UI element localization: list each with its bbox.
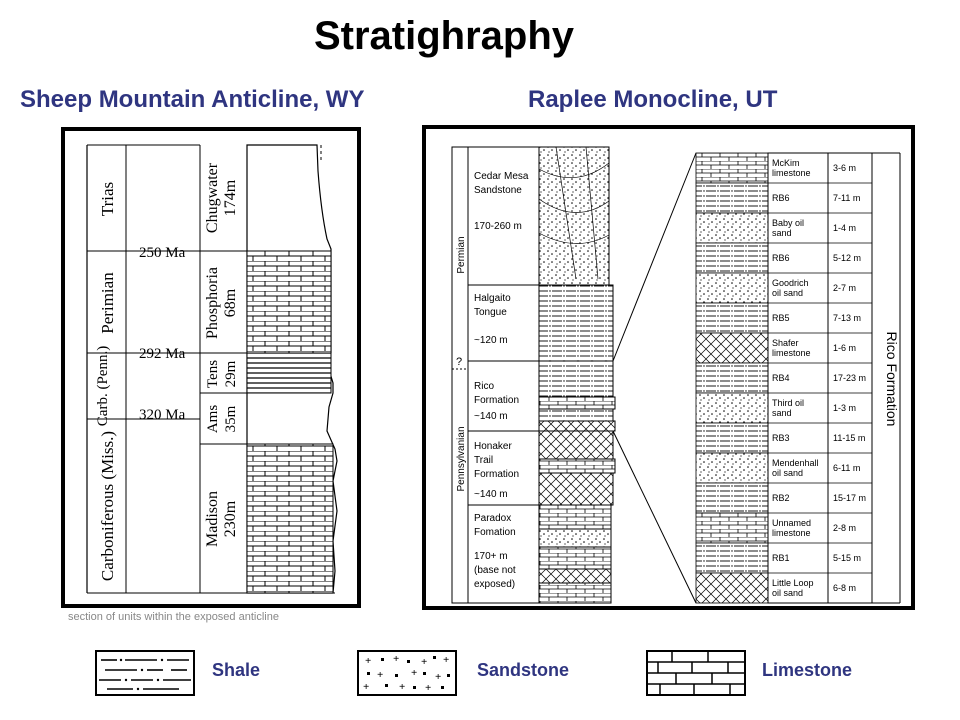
legend-sandstone-swatch bbox=[357, 650, 457, 696]
rico-unit-name: RB4 bbox=[772, 373, 790, 383]
rico-column-band bbox=[696, 273, 768, 303]
left-caption: section of units within the exposed anticline bbox=[68, 611, 279, 623]
rico-unit-name: Third oil sand bbox=[772, 398, 805, 418]
svg-text:+: + bbox=[365, 655, 372, 667]
rico-unit-thickness: 5-12 m bbox=[833, 253, 862, 263]
left-subtitle: Sheep Mountain Anticline, WY bbox=[20, 86, 365, 113]
raplee-monocline-panel bbox=[422, 125, 915, 610]
rico-unit-name: RB1 bbox=[772, 553, 790, 563]
unit-rico-name-2: Formation bbox=[474, 395, 520, 406]
madison-limestone bbox=[247, 444, 333, 593]
right-subtitle: Raplee Monocline, UT bbox=[528, 86, 778, 113]
rico-column-band bbox=[696, 573, 768, 603]
rico-unit-thickness: 1-4 m bbox=[833, 223, 857, 233]
halgaito-shale-litho bbox=[539, 285, 613, 361]
rico-unit-name: RB5 bbox=[772, 313, 790, 323]
svg-text:+: + bbox=[399, 681, 406, 693]
formation-ams-thickness: 35m bbox=[223, 405, 239, 433]
legend-limestone-swatch bbox=[646, 650, 746, 696]
rico-expanded-column bbox=[696, 153, 768, 603]
rico-unit-name: RB6 bbox=[772, 193, 790, 203]
rico-unit-thickness: 7-11 m bbox=[833, 193, 861, 203]
svg-text:Rico Formation ~14 bbox=[474, 381, 522, 422]
tensleep-shale bbox=[247, 353, 331, 393]
rico-unit-thickness: 7-13 m bbox=[833, 313, 862, 323]
rico-unit-thickness: 2-7 m bbox=[833, 283, 857, 293]
rico-unit-thickness: 2-8 m bbox=[833, 523, 857, 533]
svg-text:+: + bbox=[363, 681, 370, 693]
svg-text:Cedar Mesa Sandstone bbox=[474, 171, 531, 232]
formation-chugwater-thickness: 174m bbox=[222, 179, 239, 217]
period-trias: Trias bbox=[98, 181, 117, 217]
rico-unit-name: Goodrich oil sand bbox=[772, 278, 809, 298]
formation-tens: Tens bbox=[205, 359, 221, 389]
legend-limestone-label: Limestone bbox=[762, 660, 853, 680]
rico-column-band bbox=[696, 333, 768, 363]
rico-unit-name: RB6 bbox=[772, 253, 790, 263]
legend-sandstone-label: Sandstone bbox=[477, 660, 570, 680]
rico-unit-thickness: 1-3 m bbox=[833, 403, 857, 413]
rico-unit-name: RB2 bbox=[772, 493, 790, 503]
rico-unit-name: Unnamed limestone bbox=[772, 518, 812, 538]
unit-rico-name-1: Rico bbox=[474, 381, 495, 392]
unit-halgaito-name-2: Tongue bbox=[474, 307, 507, 318]
svg-text:Honaker Trail Form bbox=[474, 441, 522, 500]
svg-text:Halgaito Tongue ~1 bbox=[474, 293, 513, 346]
page-title: Stratighraphy bbox=[313, 14, 575, 58]
unit-paradox-note-2: exposed) bbox=[474, 579, 516, 590]
legend-shale-label: Shale bbox=[212, 660, 261, 680]
rico-unit-name: Shafer limestone bbox=[772, 338, 811, 358]
paradox-litho bbox=[539, 505, 611, 603]
rico-unit-name: RB3 bbox=[772, 433, 790, 443]
period-perimian: Perimian bbox=[98, 272, 117, 334]
svg-text:+: + bbox=[421, 656, 428, 668]
rico-column-band bbox=[696, 153, 768, 183]
svg-text:+: + bbox=[393, 653, 400, 665]
rico-unit-thickness: 17-23 m bbox=[833, 373, 867, 383]
raplee-column-diagram bbox=[426, 129, 911, 606]
svg-text:+: + bbox=[435, 671, 442, 683]
period-carboniferous-miss: Carboniferous (Miss.) bbox=[98, 430, 117, 582]
rico-column-band bbox=[696, 513, 768, 543]
rico-unit-thickness: 15-17 m bbox=[833, 493, 867, 503]
svg-text:+: + bbox=[411, 667, 418, 679]
rico-column-band bbox=[696, 543, 768, 573]
period-unknown: ? bbox=[456, 356, 463, 368]
sheep-mountain-column bbox=[65, 131, 357, 604]
formation-phosphoria-thickness: 68m bbox=[222, 288, 239, 318]
rico-column-band bbox=[696, 393, 768, 423]
rico-column-band bbox=[696, 363, 768, 393]
unit-honaker-name-3: Formation bbox=[474, 469, 520, 480]
rico-unit-name: McKim limestone bbox=[772, 158, 811, 178]
formation-phosphoria: Phosphoria bbox=[204, 267, 221, 339]
unit-honaker-name-2: Trail bbox=[474, 455, 494, 466]
rico-unit-thickness: 6-11 m bbox=[833, 463, 861, 473]
unit-honaker-name-1: Honaker bbox=[474, 441, 512, 452]
age-250: 250 Ma bbox=[139, 245, 186, 261]
unit-paradox-thickness: 170+ m bbox=[474, 551, 508, 562]
legend-shale-swatch bbox=[95, 650, 195, 696]
rico-unit-thickness: 11-15 m bbox=[833, 433, 866, 443]
rico-formation-label: Rico Formation bbox=[884, 331, 900, 427]
rico-column-band bbox=[696, 243, 768, 273]
period-pennsylvanian: Pennsylvanian bbox=[456, 426, 467, 492]
formation-tens-thickness: 29m bbox=[223, 360, 239, 388]
unit-rico-thickness: ~140 m bbox=[474, 411, 508, 422]
unit-paradox-name-1: Paradox bbox=[474, 513, 512, 524]
rico-unit-name: Little Loop oil sand bbox=[772, 578, 814, 598]
rico-unit-name: Mendenhall oil sand bbox=[772, 458, 819, 478]
rico-column-band bbox=[696, 423, 768, 453]
rico-unit-table bbox=[768, 153, 900, 603]
unit-paradox-name-2: Fomation bbox=[474, 527, 516, 538]
rico-unit-thickness: 1-6 m bbox=[833, 343, 857, 353]
unit-paradox-note-1: (base not bbox=[474, 565, 516, 576]
rico-column-band bbox=[696, 213, 768, 243]
rico-unit-name: Baby oil sand bbox=[772, 218, 805, 238]
rico-unit-thickness: 3-6 m bbox=[833, 163, 857, 173]
age-320: 320 Ma bbox=[139, 407, 186, 423]
period-permian: Permian bbox=[456, 236, 467, 274]
rico-unit-thickness: 5-15 m bbox=[833, 553, 862, 563]
unit-cedar-mesa-name-1: Cedar Mesa bbox=[474, 171, 529, 182]
rico-unit-thickness: 6-8 m bbox=[833, 583, 857, 593]
unit-honaker-thickness: ~140 m bbox=[474, 489, 508, 500]
age-292: 292 Ma bbox=[139, 346, 186, 362]
rico-column-band bbox=[696, 453, 768, 483]
svg-text:+: + bbox=[443, 654, 450, 666]
rico-column-band bbox=[696, 303, 768, 333]
formation-ams: Ams bbox=[205, 404, 221, 434]
formation-madison-thickness: 230m bbox=[222, 500, 239, 538]
svg-text:+: + bbox=[425, 682, 432, 694]
unit-cedar-mesa-name-2: Sandstone bbox=[474, 185, 522, 196]
formation-chugwater: Chugwater bbox=[204, 162, 221, 234]
svg-text:+: + bbox=[377, 669, 384, 681]
unit-halgaito-thickness: ~120 m bbox=[474, 335, 508, 346]
unit-cedar-mesa-thickness: 170-260 m bbox=[474, 221, 522, 232]
period-carb-penn: Carb. (Penn.) bbox=[95, 345, 111, 427]
phosphoria-limestone bbox=[247, 251, 331, 353]
formation-madison: Madison bbox=[204, 491, 221, 547]
svg-text:Paradox Fomation 1 bbox=[474, 513, 518, 590]
sheep-mountain-column-panel bbox=[61, 127, 361, 608]
rico-column-band bbox=[696, 183, 768, 213]
unit-halgaito-name-1: Halgaito bbox=[474, 293, 511, 304]
rico-column-band bbox=[696, 483, 768, 513]
